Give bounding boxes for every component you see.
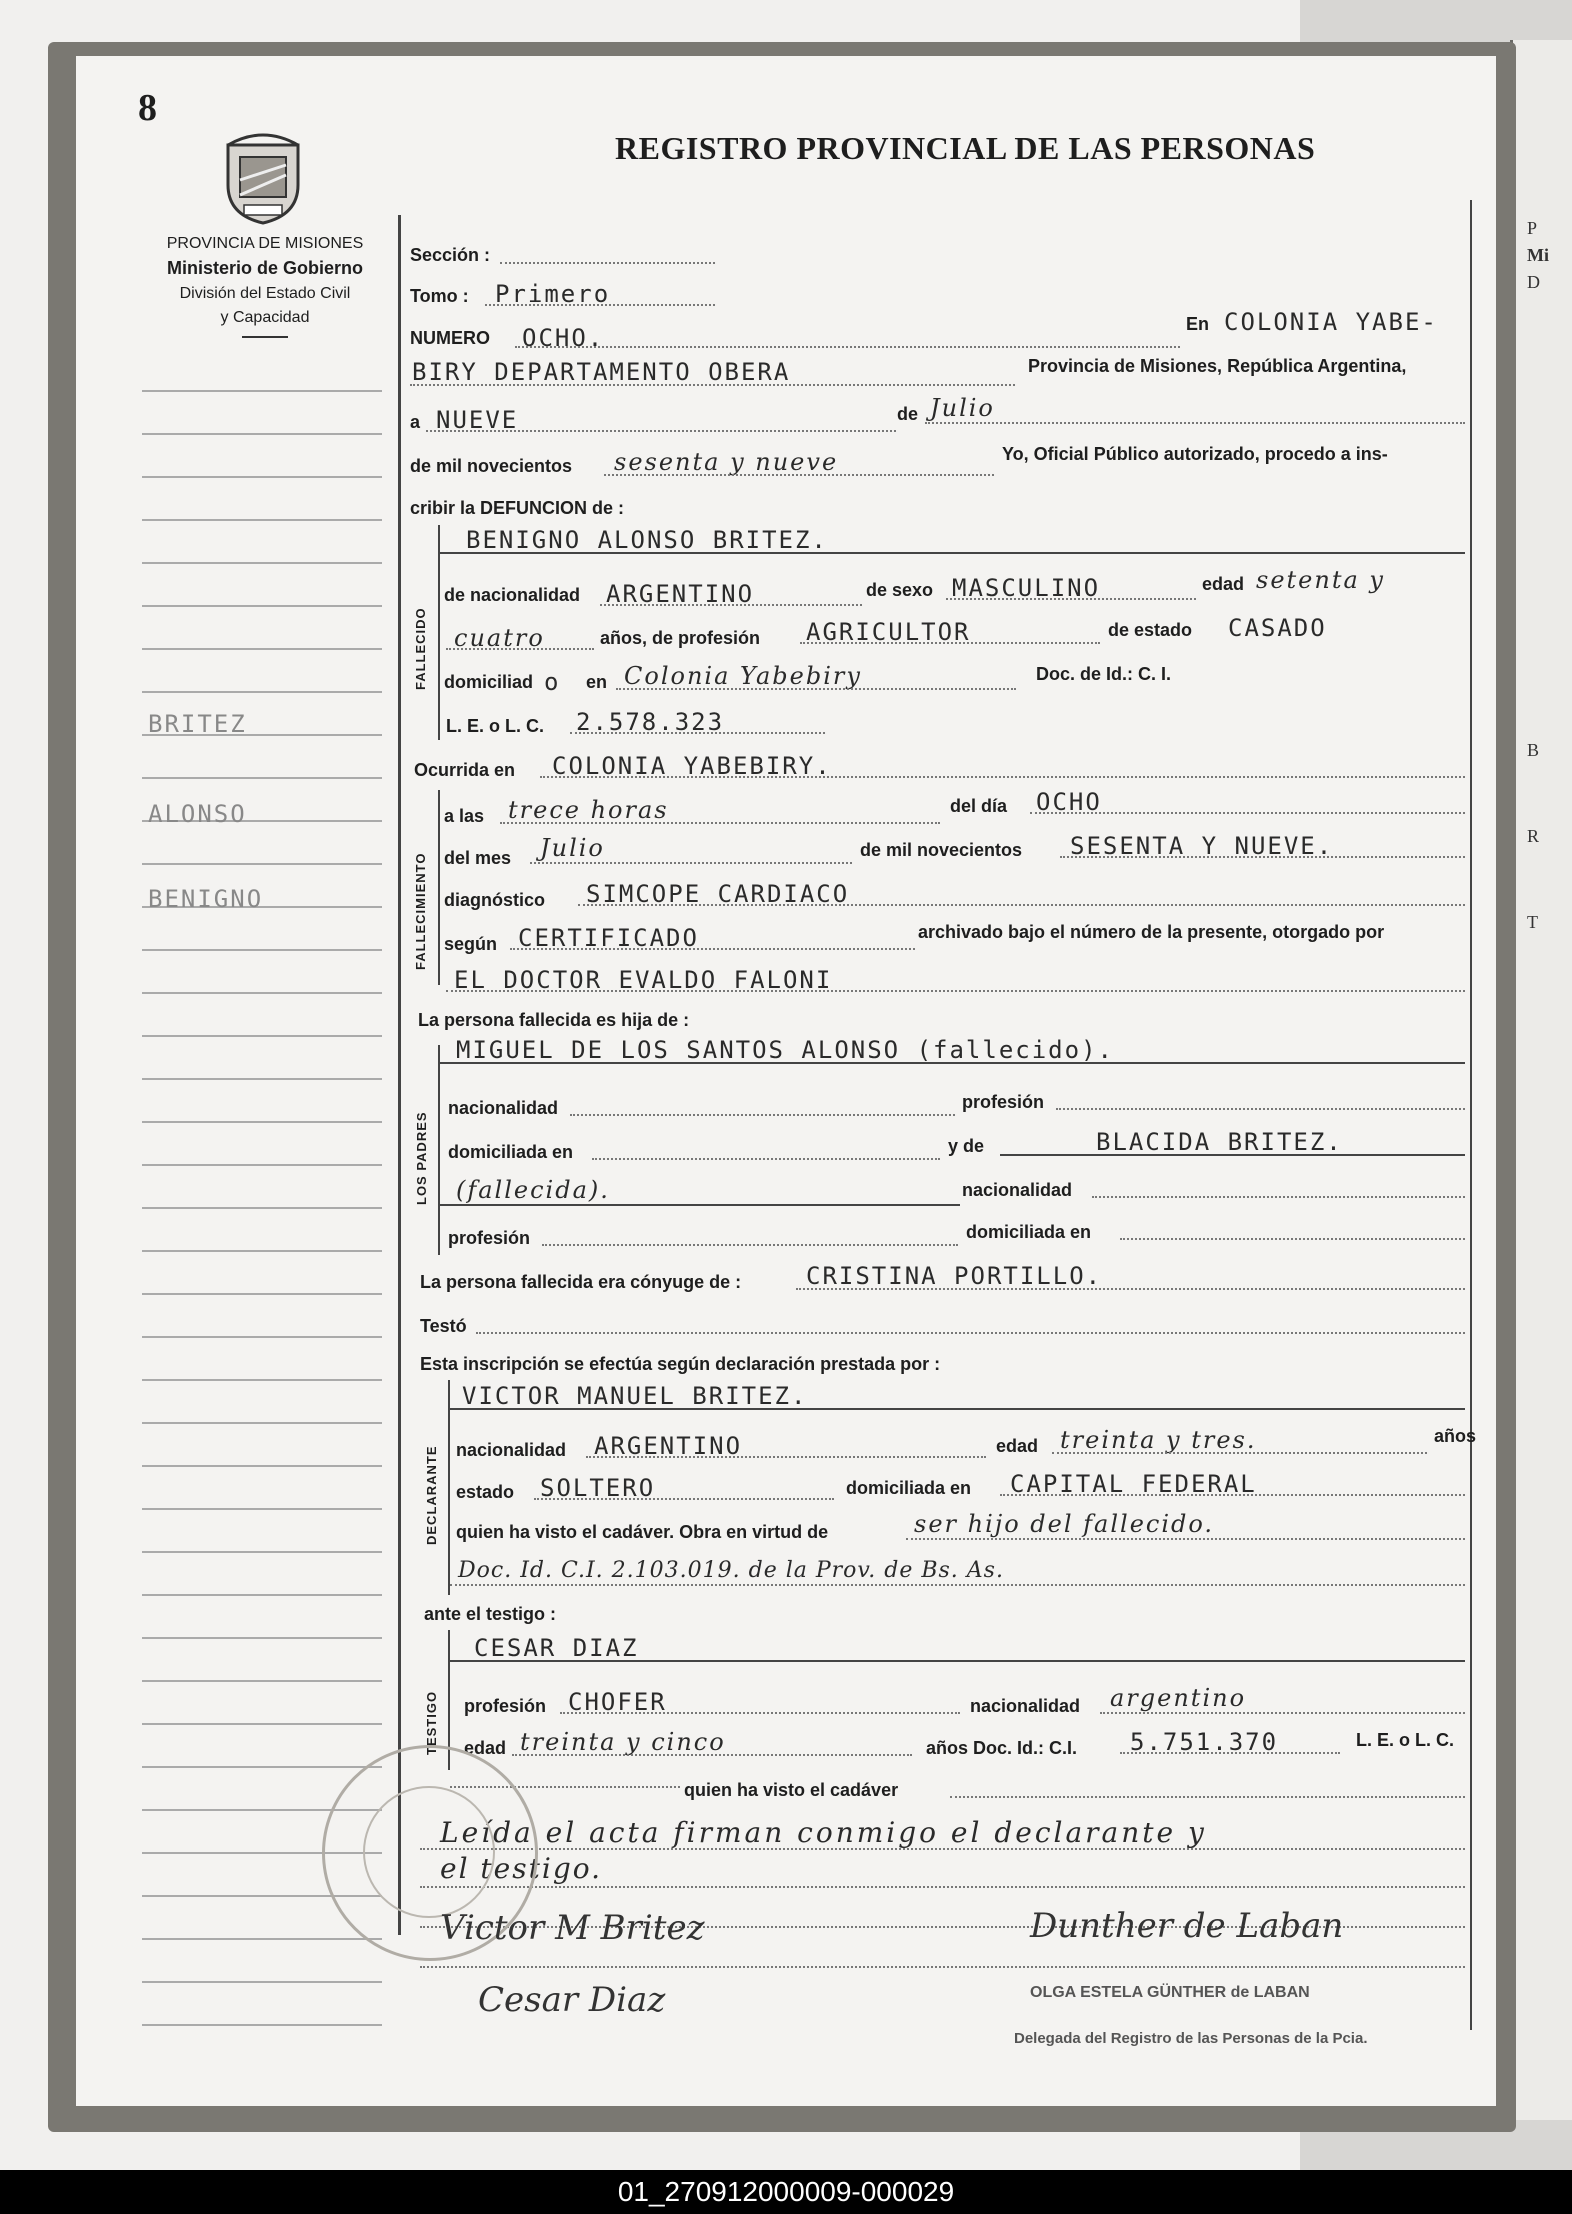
label-doc-testigo: años Doc. Id.: C.I. bbox=[926, 1738, 1078, 1758]
value-conyuge: CRISTINA PORTILLO. bbox=[806, 1262, 1103, 1290]
field-line bbox=[800, 642, 1100, 644]
fragment: T bbox=[1527, 912, 1538, 932]
field-line bbox=[1100, 1712, 1465, 1714]
fragment: R bbox=[1527, 826, 1540, 846]
section-divider bbox=[438, 525, 440, 740]
margin-line bbox=[142, 1164, 382, 1166]
label-seccion: Sección : bbox=[410, 245, 491, 265]
margin-line bbox=[142, 1465, 382, 1467]
margin-line bbox=[142, 949, 382, 951]
field-line bbox=[796, 1288, 1465, 1290]
ministry-label: Ministerio de Gobierno bbox=[166, 258, 363, 278]
fragment: B bbox=[1527, 740, 1540, 760]
value-testigo: CESAR DIAZ bbox=[474, 1634, 639, 1662]
fragment: P bbox=[1527, 218, 1538, 238]
field-line bbox=[604, 474, 994, 476]
label-en: en bbox=[586, 672, 608, 692]
label-a: a bbox=[410, 412, 421, 432]
value-estado: CASADO bbox=[1228, 614, 1327, 642]
field-line bbox=[600, 604, 862, 606]
fragment: Mi bbox=[1527, 245, 1549, 265]
label-le-testigo: L. E. o L. C. bbox=[1356, 1730, 1454, 1750]
field-line bbox=[616, 688, 1016, 690]
field-line bbox=[1000, 1494, 1465, 1496]
label-edad-declarante: edad bbox=[996, 1436, 1039, 1456]
value-sexo: MASCULINO bbox=[952, 574, 1101, 602]
label-profesion-padre: profesión bbox=[962, 1092, 1045, 1112]
field-line bbox=[946, 598, 1196, 600]
margin-line bbox=[142, 1508, 382, 1510]
label-y-de: y de bbox=[948, 1136, 985, 1156]
field-line bbox=[440, 552, 1465, 554]
side-label-fallecimiento: FALLECIMIENTO bbox=[413, 852, 428, 970]
value-estado-declarante: SOLTERO bbox=[540, 1474, 656, 1502]
margin-note: ALONSO bbox=[148, 800, 247, 828]
field-line bbox=[1056, 1108, 1465, 1110]
field-line bbox=[420, 1966, 1465, 1968]
field-line bbox=[510, 948, 915, 950]
margin-line bbox=[142, 1938, 382, 1940]
margin-line bbox=[142, 1293, 382, 1295]
label-le: L. E. o L. C. bbox=[446, 716, 544, 736]
margin-line bbox=[142, 1422, 382, 1424]
form-right-border bbox=[1470, 200, 1472, 2030]
field-line bbox=[476, 1332, 1465, 1334]
label-anio: de mil novecientos bbox=[860, 840, 1023, 860]
label-hora: a las bbox=[444, 806, 485, 826]
value-dia: NUEVE bbox=[436, 406, 519, 434]
label-oficial: Yo, Oficial Público autorizado, procedo a ins- bbox=[1002, 444, 1388, 464]
section-divider bbox=[448, 1380, 450, 1595]
label-nacionalidad-padre: nacionalidad bbox=[448, 1098, 559, 1118]
label-numero: NUMERO bbox=[410, 328, 490, 348]
field-line bbox=[1120, 1752, 1340, 1754]
label-mil: de mil novecientos bbox=[410, 456, 573, 476]
margin-line bbox=[142, 605, 382, 607]
field-line bbox=[950, 1796, 1465, 1798]
field-line bbox=[530, 862, 852, 864]
value-profesion: AGRICULTOR bbox=[806, 618, 971, 646]
value-doc-declarante: Doc. Id. C.I. 2.103.019. de la Prov. de Bs. As. bbox=[458, 1558, 1004, 1583]
field-line bbox=[500, 822, 940, 824]
signature-oficial: Dunther de Laban bbox=[1030, 1906, 1344, 1946]
margin-line bbox=[142, 648, 382, 650]
value-anio: sesenta y nueve bbox=[614, 448, 839, 476]
side-label-testigo: TESTIGO bbox=[424, 1690, 439, 1755]
value-lugar-2: BIRY DEPARTAMENTO OBERA bbox=[412, 358, 791, 386]
image-id-footer: 01_270912000009-000029 bbox=[0, 2170, 1572, 2214]
value-ocurrida: COLONIA YABEBIRY. bbox=[552, 752, 832, 780]
value-nacionalidad: ARGENTINO bbox=[606, 580, 755, 608]
division-label: División del Estado Civil bbox=[179, 285, 351, 302]
margin-line bbox=[142, 1723, 382, 1725]
label-inscripcion: Esta inscripción se efectúa según declaración prestada por : bbox=[420, 1354, 941, 1374]
field-line bbox=[1000, 1154, 1465, 1156]
margin-line bbox=[142, 1121, 382, 1123]
value-padre: MIGUEL DE LOS SANTOS ALONSO (fallecido). bbox=[456, 1036, 1114, 1064]
field-line bbox=[446, 990, 1465, 992]
margin-line bbox=[142, 1680, 382, 1682]
value-nacionalidad-declarante: ARGENTINO bbox=[594, 1432, 743, 1460]
field-line bbox=[440, 1062, 1465, 1064]
label-profesion-testigo: profesión bbox=[464, 1696, 547, 1716]
label-archivado: archivado bajo el número de la presente, otorgado por bbox=[918, 922, 1385, 942]
closing-line-2: el testigo. bbox=[440, 1852, 603, 1885]
field-line bbox=[925, 422, 1465, 424]
section-divider bbox=[438, 790, 440, 985]
document-title: REGISTRO PROVINCIAL DE LAS PERSONAS bbox=[615, 130, 1316, 166]
value-obra: ser hijo del fallecido. bbox=[914, 1510, 1215, 1538]
margin-line bbox=[142, 1551, 382, 1553]
field-line bbox=[570, 732, 825, 734]
margin-line bbox=[142, 1250, 382, 1252]
value-dom-suffix: o bbox=[544, 668, 561, 696]
value-diagnostico: SIMCOPE CARDIACO bbox=[586, 880, 850, 908]
next-page-edge bbox=[1510, 40, 1572, 2120]
label-en: En bbox=[1186, 314, 1210, 334]
field-line bbox=[906, 1538, 1465, 1540]
label-visto: quien ha visto el cadáver. Obra en virtud de bbox=[456, 1522, 829, 1542]
margin-line bbox=[142, 1379, 382, 1381]
value-domicilio: Colonia Yabebiry bbox=[624, 662, 862, 690]
value-dia-2: OCHO bbox=[1036, 788, 1102, 816]
value-hora: trece horas bbox=[508, 796, 669, 824]
margin-line bbox=[142, 1078, 382, 1080]
value-mes: Julio bbox=[930, 394, 995, 422]
margin-line bbox=[142, 777, 382, 779]
value-edad-2: cuatro bbox=[454, 624, 545, 652]
value-anio-2: SESENTA Y NUEVE. bbox=[1070, 832, 1334, 860]
margin-line bbox=[142, 1207, 382, 1209]
value-madre: BLACIDA BRITEZ. bbox=[1096, 1128, 1343, 1156]
margin-line bbox=[142, 1035, 382, 1037]
label-domiciliado: domiciliad bbox=[444, 672, 534, 692]
value-le: 2.578.323 bbox=[576, 708, 725, 736]
value-lugar: COLONIA YABE- bbox=[1224, 308, 1438, 336]
field-line bbox=[450, 1584, 1465, 1586]
label-ante-testigo: ante el testigo : bbox=[424, 1604, 557, 1624]
margin-note: BRITEZ bbox=[148, 710, 247, 738]
value-certificado: CERTIFICADO bbox=[518, 924, 699, 952]
field-line bbox=[578, 904, 1465, 906]
field-line bbox=[426, 430, 896, 432]
value-declarante: VICTOR MANUEL BRITEZ. bbox=[462, 1382, 808, 1410]
side-label-padres: LOS PADRES bbox=[414, 1111, 429, 1205]
margin-line bbox=[142, 1594, 382, 1596]
value-domicilio-declarante: CAPITAL FEDERAL bbox=[1010, 1470, 1257, 1498]
fragment: D bbox=[1527, 272, 1540, 292]
field-line bbox=[512, 1754, 912, 1756]
value-edad: setenta y bbox=[1256, 566, 1385, 594]
label-nacionalidad: de nacionalidad bbox=[444, 585, 581, 605]
label-domicilio-declarante: domiciliada en bbox=[846, 1478, 972, 1498]
label-domicilio-madre: domiciliada en bbox=[966, 1222, 1092, 1242]
label-provincia: Provincia de Misiones, República Argentina, bbox=[1028, 356, 1407, 376]
margin-divider bbox=[398, 215, 401, 1935]
margin-line bbox=[142, 519, 382, 521]
value-numero: OCHO. bbox=[522, 324, 605, 352]
section-divider bbox=[438, 1045, 440, 1255]
label-domicilio-padre: domiciliada en bbox=[448, 1142, 574, 1162]
label-visto-testigo: quien ha visto el cadáver bbox=[684, 1780, 899, 1800]
label-segun: según bbox=[444, 934, 498, 954]
label-conyuge: La persona fallecida era cónyuge de : bbox=[420, 1272, 742, 1292]
field-line bbox=[515, 346, 1180, 348]
value-edad-testigo: treinta y cinco bbox=[520, 1728, 726, 1756]
label-profesion: años, de profesión bbox=[600, 628, 761, 648]
label-nacionalidad-declarante: nacionalidad bbox=[456, 1440, 567, 1460]
stamp-title: Delegada del Registro de las Personas de la Pcia. bbox=[1014, 2030, 1368, 2047]
crest-icon bbox=[218, 125, 308, 225]
label-inscribir: cribir la DEFUNCION de : bbox=[410, 498, 625, 518]
value-nombre: BENIGNO ALONSO BRITEZ. bbox=[466, 526, 828, 554]
label-estado: de estado bbox=[1108, 620, 1193, 640]
margin-line bbox=[142, 863, 382, 865]
field-line bbox=[500, 262, 715, 264]
value-ci-testigo: 5.751.370 bbox=[1130, 1728, 1279, 1756]
label-dia: del día bbox=[950, 796, 1008, 816]
label-sexo: de sexo bbox=[866, 580, 934, 600]
margin-line bbox=[142, 1766, 382, 1768]
margin-line bbox=[142, 562, 382, 564]
province-label: PROVINCIA DE MISIONES bbox=[166, 235, 364, 252]
field-line bbox=[534, 1498, 834, 1500]
field-line bbox=[450, 1660, 1465, 1662]
field-line bbox=[420, 1886, 1465, 1888]
field-line bbox=[542, 1244, 958, 1246]
field-line bbox=[410, 384, 1015, 386]
label-mes: del mes bbox=[444, 848, 512, 868]
label-nacionalidad-madre: nacionalidad bbox=[962, 1180, 1073, 1200]
label-ocurrida: Ocurrida en bbox=[414, 760, 516, 780]
margin-line bbox=[142, 1637, 382, 1639]
value-edad-declarante: treinta y tres. bbox=[1060, 1426, 1257, 1454]
label-hija: La persona fallecida es hija de : bbox=[418, 1010, 690, 1030]
margin-line bbox=[142, 2024, 382, 2026]
margin-line bbox=[142, 691, 382, 693]
field-line bbox=[586, 1456, 986, 1458]
page-number: 8 bbox=[138, 87, 157, 129]
closing-line: Leída el acta firman conmigo el declarante y bbox=[440, 1816, 1207, 1849]
field-line bbox=[420, 1848, 1465, 1850]
signature-testigo: Cesar Diaz bbox=[478, 1980, 666, 2020]
field-line bbox=[450, 1408, 1465, 1410]
label-estado-declarante: estado bbox=[456, 1482, 515, 1502]
label-edad: edad bbox=[1202, 574, 1245, 594]
value-nacionalidad-testigo: argentino bbox=[1110, 1684, 1247, 1712]
label-profesion-madre: profesión bbox=[448, 1228, 531, 1248]
margin-line bbox=[142, 1981, 382, 1983]
value-tomo: Primero bbox=[495, 280, 611, 308]
label-testo: Testó bbox=[420, 1316, 467, 1336]
stamp-name: OLGA ESTELA GÜNTHER de LABAN bbox=[1030, 1984, 1310, 2001]
side-label-fallecido: FALLECIDO bbox=[413, 607, 428, 690]
field-line bbox=[1030, 812, 1465, 814]
field-line bbox=[570, 1114, 955, 1116]
field-line bbox=[560, 1712, 960, 1714]
label-tomo: Tomo : bbox=[410, 286, 469, 306]
field-line bbox=[485, 304, 715, 306]
field-line bbox=[1060, 856, 1465, 858]
side-label-declarante: DECLARANTE bbox=[424, 1445, 439, 1545]
label-de: de bbox=[897, 404, 919, 424]
signature-declarante: Victor M Britez bbox=[440, 1908, 705, 1948]
label-nacionalidad-testigo: nacionalidad bbox=[970, 1696, 1081, 1716]
value-mes-2: Julio bbox=[540, 834, 605, 862]
margin-line bbox=[142, 1336, 382, 1338]
field-line bbox=[1120, 1238, 1465, 1240]
value-madre-2: (fallecida). bbox=[456, 1176, 610, 1204]
field-line bbox=[1092, 1196, 1465, 1198]
margin-line bbox=[142, 390, 382, 392]
field-line bbox=[540, 776, 1465, 778]
field-line bbox=[592, 1158, 940, 1160]
division-label-2: y Capacidad bbox=[220, 309, 310, 326]
field-line bbox=[1052, 1452, 1427, 1454]
field-line bbox=[440, 1204, 960, 1206]
label-anos: años bbox=[1434, 1426, 1477, 1446]
label-diagnostico: diagnóstico bbox=[444, 890, 546, 910]
label-doc: Doc. de Id.: C. I. bbox=[1036, 664, 1172, 684]
ministry-header bbox=[130, 232, 400, 338]
field-line bbox=[446, 648, 594, 650]
margin-line bbox=[142, 433, 382, 435]
value-profesion-testigo: CHOFER bbox=[568, 1688, 667, 1716]
value-medico: EL DOCTOR EVALDO FALONI bbox=[454, 966, 833, 994]
margin-line bbox=[142, 476, 382, 478]
margin-line bbox=[142, 992, 382, 994]
label-edad-testigo: edad bbox=[464, 1738, 507, 1758]
margin-note: BENIGNO bbox=[148, 885, 264, 913]
